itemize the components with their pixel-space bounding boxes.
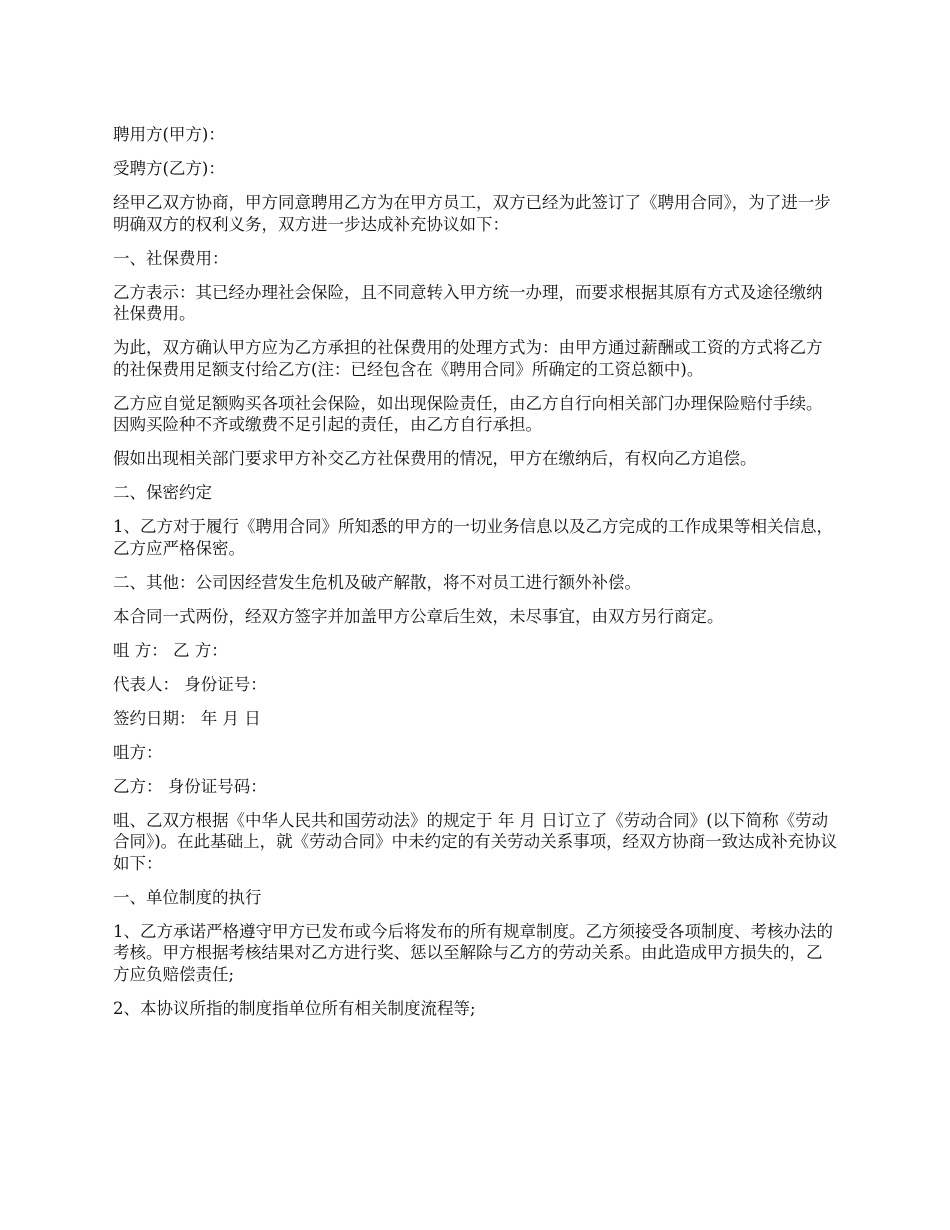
- party-b-id-line: 乙方： 身份证号码：: [113, 776, 267, 796]
- signature-parties-line: 咀 方： 乙 方：: [113, 640, 228, 660]
- document-body: [113, 124, 838, 1032]
- clause-paragraph: 乙方表示：其已经办理社会保险，且不同意转入甲方统一办理，而要求根据其原有方式及途径缴纳社保费用。: [113, 282, 823, 323]
- clause-paragraph: 2、本协议所指的制度指单位所有相关制度流程等;: [113, 998, 476, 1018]
- section-heading-confidentiality: 二、保密约定: [113, 483, 212, 502]
- clause-paragraph: 二、其他：公司因经营发生危机及破产解散，将不对员工进行额外补偿。: [113, 572, 641, 592]
- clause-paragraph: 1、乙方对于履行《聘用合同》所知悉的甲方的一切业务信息以及乙方完成的工作成果等相关信息，乙方应严格保密。: [113, 517, 833, 558]
- party-a-line: 聘用方(甲方)：: [113, 125, 225, 144]
- preamble-paragraph: 经甲乙双方协商，甲方同意聘用乙方为在甲方员工，双方已经为此签订了《聘用合同》，为了进一步明确双方的权利义务，双方进一步达成补充协议如下：: [113, 193, 831, 234]
- party-a-line: 咀方：: [113, 742, 163, 762]
- clause-paragraph: 假如出现相关部门要求甲方补交乙方社保费用的情况，甲方在缴纳后，有权向乙方追偿。: [113, 449, 757, 468]
- party-b-line: 受聘方(乙方)：: [113, 159, 225, 178]
- clause-paragraph: 为此，双方确认甲方应为乙方承担的社保费用的处理方式为：由甲方通过薪酬或工资的方式将乙方的社保费用足额支付给乙方(注：已经包含在《聘用合同》所确定的工资总额中)。: [113, 338, 823, 379]
- clause-paragraph: 乙方应自觉足额购买各项社会保险，如出现保险责任，由乙方自行向相关部门办理保险赔付手续。因购买险种不齐或缴费不足引起的责任，由乙方自行承担。: [113, 393, 823, 434]
- section-heading-rules: 一、单位制度的执行: [113, 887, 262, 907]
- signature-date-line: 签约日期： 年 月 日: [113, 708, 261, 728]
- clause-paragraph: 本合同一式两份，经双方签字并加盖甲方公章后生效，未尽事宜，由双方另行商定。: [113, 606, 724, 626]
- section-heading-social-insurance: 一、社保费用：: [113, 248, 229, 268]
- preamble-paragraph: 咀、乙双方根据《中华人民共和国劳动法》的规定于 年 月 日订立了《劳动合同》(以下简称《劳动合同》)。在此基础上，就《劳动合同》中未约定的有关劳动关系事项，经双方协商一致达成补充协议如下：: [113, 810, 838, 873]
- signature-representative-line: 代表人： 身份证号：: [113, 674, 267, 694]
- clause-paragraph: 1、乙方承诺严格遵守甲方已发布或今后将发布的所有规章制度。乙方须接受各项制度、考核办法的考核。甲方根据考核结果对乙方进行奖、惩以至解除与乙方的劳动关系。由此造成甲方损失的，乙方应负赔偿责任;: [113, 921, 833, 984]
